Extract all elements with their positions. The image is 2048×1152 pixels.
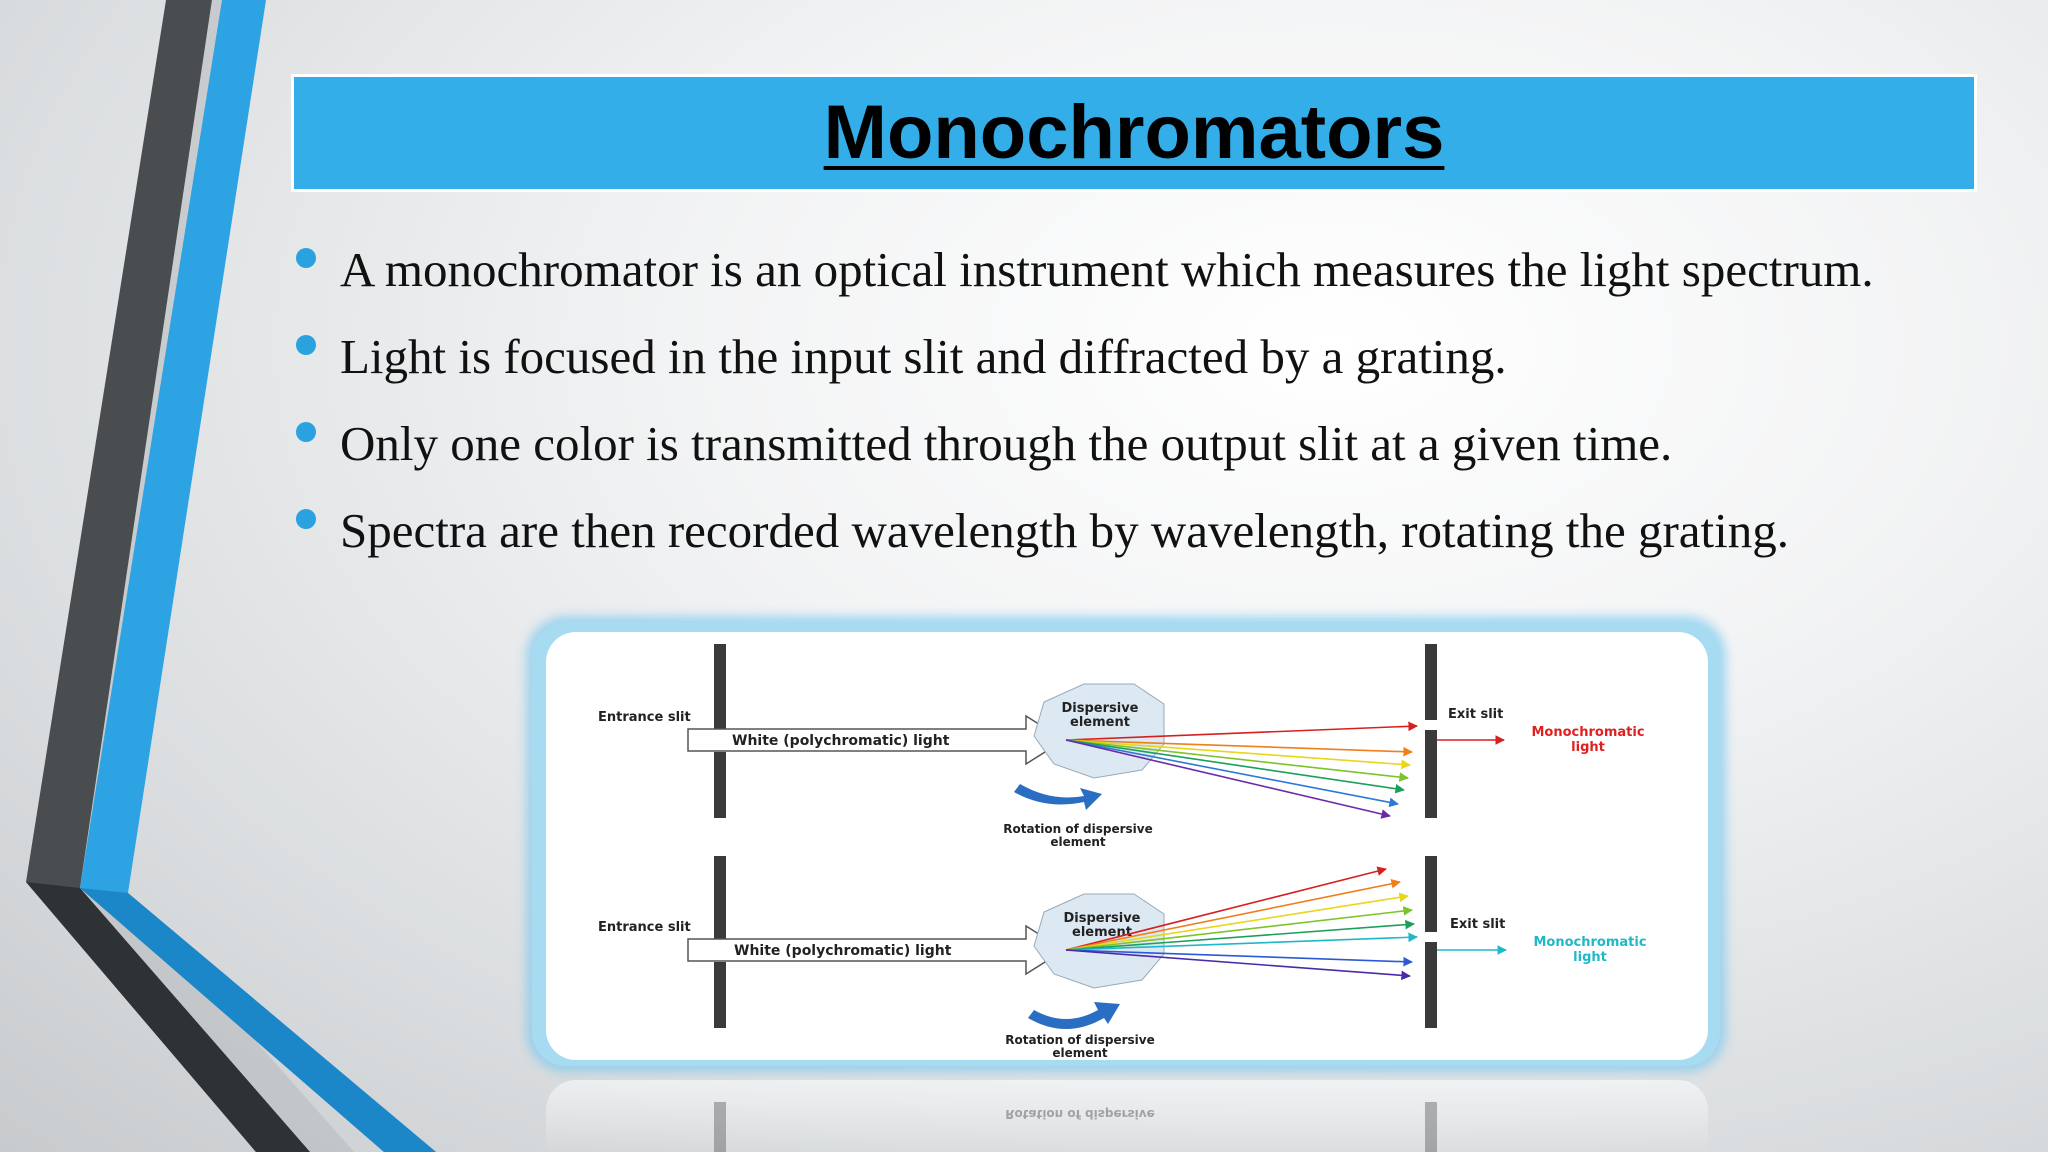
entrance-slit-label: Entrance slit [598,710,691,725]
beam-label: White (polychromatic) light [734,943,952,959]
bullet-dot-icon [296,335,316,355]
entrance-slit-lower [714,752,726,818]
output-label-2: light [1571,740,1605,755]
reflection-label: Rotation of dispersive [1005,1107,1155,1121]
rotation-arrow-icon [1028,1002,1120,1029]
rotation-label-2: element [1052,1046,1108,1060]
element-label: Dispersive [1061,701,1139,716]
exit-slit-label: Exit slit [1450,917,1506,932]
slide-title: Monochromators [823,90,1445,175]
entrance-slit-lower [714,962,726,1028]
dispersive-element [1034,684,1164,778]
bullet-item: Spectra are then recorded wavelength by wavelength, rotating the grating. [296,487,2016,574]
rotation-arrow-icon [1014,784,1102,810]
entrance-slit-label: Entrance slit [598,920,691,935]
rotation-label: Rotation of dispersive [1005,1033,1155,1047]
output-label-2: light [1573,950,1607,965]
entrance-slit-upper [714,644,726,736]
exit-slit-lower [1425,730,1437,818]
panel-bottom [598,856,1647,1060]
entrance-slit-upper [714,856,726,946]
element-label-2: element [1072,925,1132,940]
bullet-item: Light is focused in the input slit and diffracted by a grating. [296,313,2016,400]
panel-top [598,644,1645,849]
bullet-dot-icon [296,509,316,529]
bullet-item: Only one color is transmitted through the output slit at a given time. [296,400,2016,487]
element-label-2: element [1070,715,1130,730]
output-label: Monochromatic [1533,935,1647,950]
bullet-list [296,226,2016,574]
bullet-dot-icon [296,248,316,268]
beam-label: White (polychromatic) light [732,733,950,749]
monochromator-diagram [546,632,1708,1060]
exit-slit-lower [1425,942,1437,1028]
exit-slit-upper [1425,644,1437,720]
element-label: Dispersive [1063,911,1141,926]
output-label: Monochromatic [1531,725,1645,740]
figure-reflection [546,1080,1708,1152]
exit-slit-upper [1425,856,1437,932]
bullet-dot-icon [296,422,316,442]
diagram-svg [546,632,1708,1060]
rotation-label: Rotation of dispersive [1003,822,1153,836]
bullet-item: A monochromator is an optical instrument which measures the light spectrum. [296,226,2016,313]
exit-slit-label: Exit slit [1448,707,1504,722]
title-bar [291,74,1977,192]
rotation-label-2: element [1050,835,1106,849]
